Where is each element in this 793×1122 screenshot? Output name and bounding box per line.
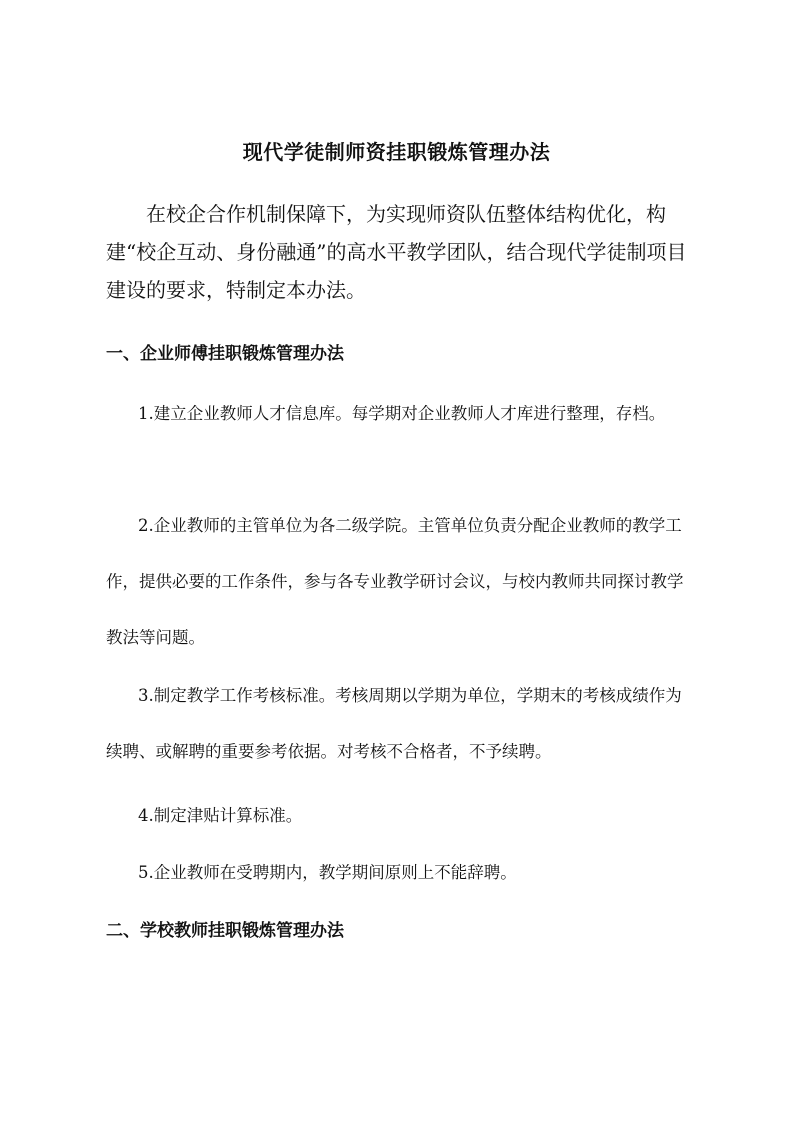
section-2-heading: 二、学校教师挂职锻炼管理办法 [106, 921, 344, 941]
section-1-item-2: 2.企业教师的主管单位为各二级学院。主管单位负责分配企业教师的教学工作，提供必要的工作条件，参与各专业教学研讨会议，与校内教师共同探讨教学教法等问题。 [106, 516, 684, 647]
section-1-heading: 一、企业师傅挂职锻炼管理办法 [106, 344, 344, 364]
section-1-item-3: 3.制定教学工作考核标准。考核周期以学期为单位，学期末的考核成绩作为续聘、或解聘的重要参考依据。对考核不合格者，不予续聘。 [106, 686, 682, 761]
intro-paragraph: 在校企合作机制保障下，为实现师资队伍整体结构优化，构建“校企互动、身份融通”的高水平教学团队，结合现代学徒制项目建设的要求，特制定本办法。 [106, 202, 687, 302]
section-1-item-5: 5.企业教师在受聘期内，教学期间原则上不能辞聘。 [138, 863, 517, 882]
document-title: 现代学徒制师资挂职锻炼管理办法 [242, 140, 551, 164]
section-1-item-1: 1.建立企业教师人才信息库。每学期对企业教师人才库进行整理，存档。 [138, 404, 666, 423]
section-1-item-4: 4.制定津贴计算标准。 [138, 806, 303, 825]
